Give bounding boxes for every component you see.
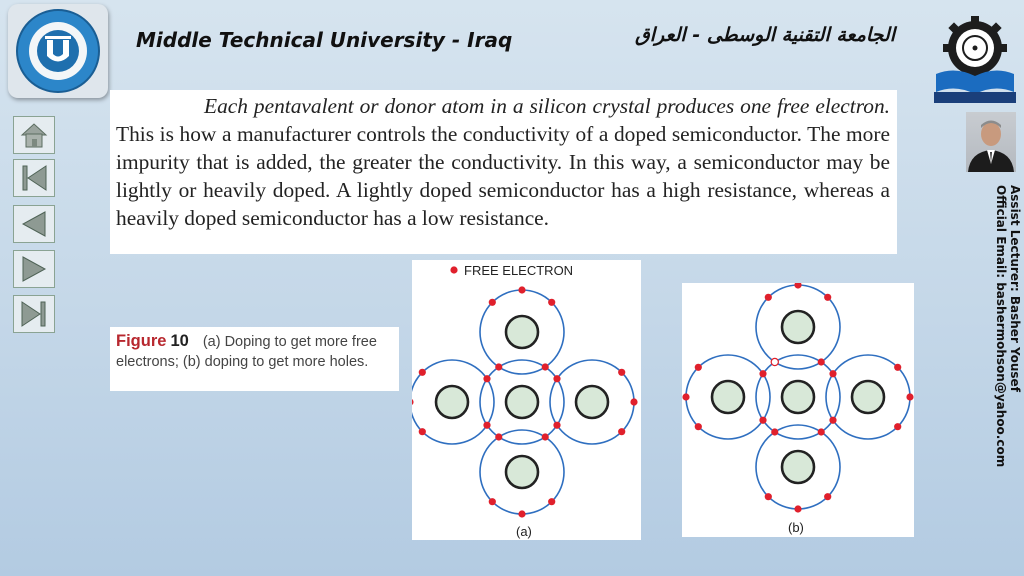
valence-electron [765,294,772,301]
valence-electron [824,294,831,301]
legend-electron-dot [450,266,457,273]
valence-electron [824,493,831,500]
bond-electron [542,363,549,370]
valence-electron [548,498,555,505]
body-text-rest: This is how a manufacturer controls the conductivity of a doped semiconductor. The more impurity that is added, the greater the conductivity. In this way, a semiconductor may be lightly or heavily doped. A lightly doped semiconductor has a high resistance, whereas a heavily doped semiconductor has a low resistance. [116,122,890,230]
next-slide-button[interactable] [13,250,55,288]
bond-electron [771,428,778,435]
figure-label: Figure [116,332,167,350]
figure-caption-text-b: (b) doping to get more holes. [182,354,369,370]
valence-electron [794,283,801,289]
valence-electron [412,398,414,405]
bond-electron [818,428,825,435]
university-title-arabic: الجامعة التقنية الوسطى - العراق [634,24,895,46]
valence-electron [419,428,426,435]
last-slide-icon [19,299,49,329]
bond-electron [553,422,560,429]
bond-electron [829,417,836,424]
university-title-english: Middle Technical University - Iraq [136,28,513,52]
hole [771,358,778,365]
next-slide-icon [19,254,49,284]
college-logo [930,14,1020,104]
body-paragraph [116,92,890,232]
university-logo [8,4,108,98]
valence-electron [518,510,525,517]
valence-electron [894,423,901,430]
last-slide-button[interactable] [13,295,55,333]
valence-electron [618,369,625,376]
atom-core [576,386,608,418]
figure-caption [110,327,399,391]
valence-electron [518,286,525,293]
atom-core [506,386,538,418]
valence-electron [695,423,702,430]
previous-slide-icon [19,209,49,239]
lecturer-photo [966,112,1016,172]
first-slide-icon [19,163,49,193]
diagram-b-label: (b) [788,520,804,535]
atom-core [782,451,814,483]
atom-core [782,311,814,343]
figure-number: 10 [170,332,189,350]
bond-electron [483,375,490,382]
atom-core [782,381,814,413]
valence-electron [489,299,496,306]
atom-core [436,386,468,418]
lecturer-email: Official Email: bashermohson@yahoo.com [994,185,1008,468]
atom-core [852,381,884,413]
bond-electron [495,363,502,370]
valence-electron [618,428,625,435]
diagram-a-label: (a) [516,524,532,539]
atom-core [506,456,538,488]
bond-electron [495,433,502,440]
legend-free-electron: FREE ELECTRON [464,263,574,278]
figure-caption-text-a: (a) Doping to get more free electrons; [116,334,377,370]
valence-electron [548,299,555,306]
home-button[interactable] [13,116,55,154]
bond-electron [759,370,766,377]
first-slide-button[interactable] [13,159,55,197]
diagram-b-acceptor-doping [682,283,914,537]
bond-electron [759,417,766,424]
valence-electron [630,398,637,405]
valence-electron [419,369,426,376]
atom-core [506,316,538,348]
body-text-panel [110,90,897,254]
valence-electron [894,364,901,371]
lecturer-name: Assist Lecturer: Basher Yousef [1008,185,1022,392]
previous-slide-button[interactable] [13,205,55,243]
bond-electron [818,358,825,365]
valence-electron [489,498,496,505]
valence-electron [794,505,801,512]
lecturer-info [962,185,1022,475]
valence-electron [682,393,689,400]
bond-electron [483,422,490,429]
body-text-italic: Each pentavalent or donor atom in a silicon crystal produces one free electron. [204,94,890,118]
valence-electron [695,364,702,371]
diagram-a-donor-doping [412,260,641,540]
bond-electron [542,433,549,440]
atom-core [712,381,744,413]
valence-electron [765,493,772,500]
valence-electron [906,393,913,400]
bond-electron [553,375,560,382]
home-icon [19,121,49,149]
bond-electron [829,370,836,377]
